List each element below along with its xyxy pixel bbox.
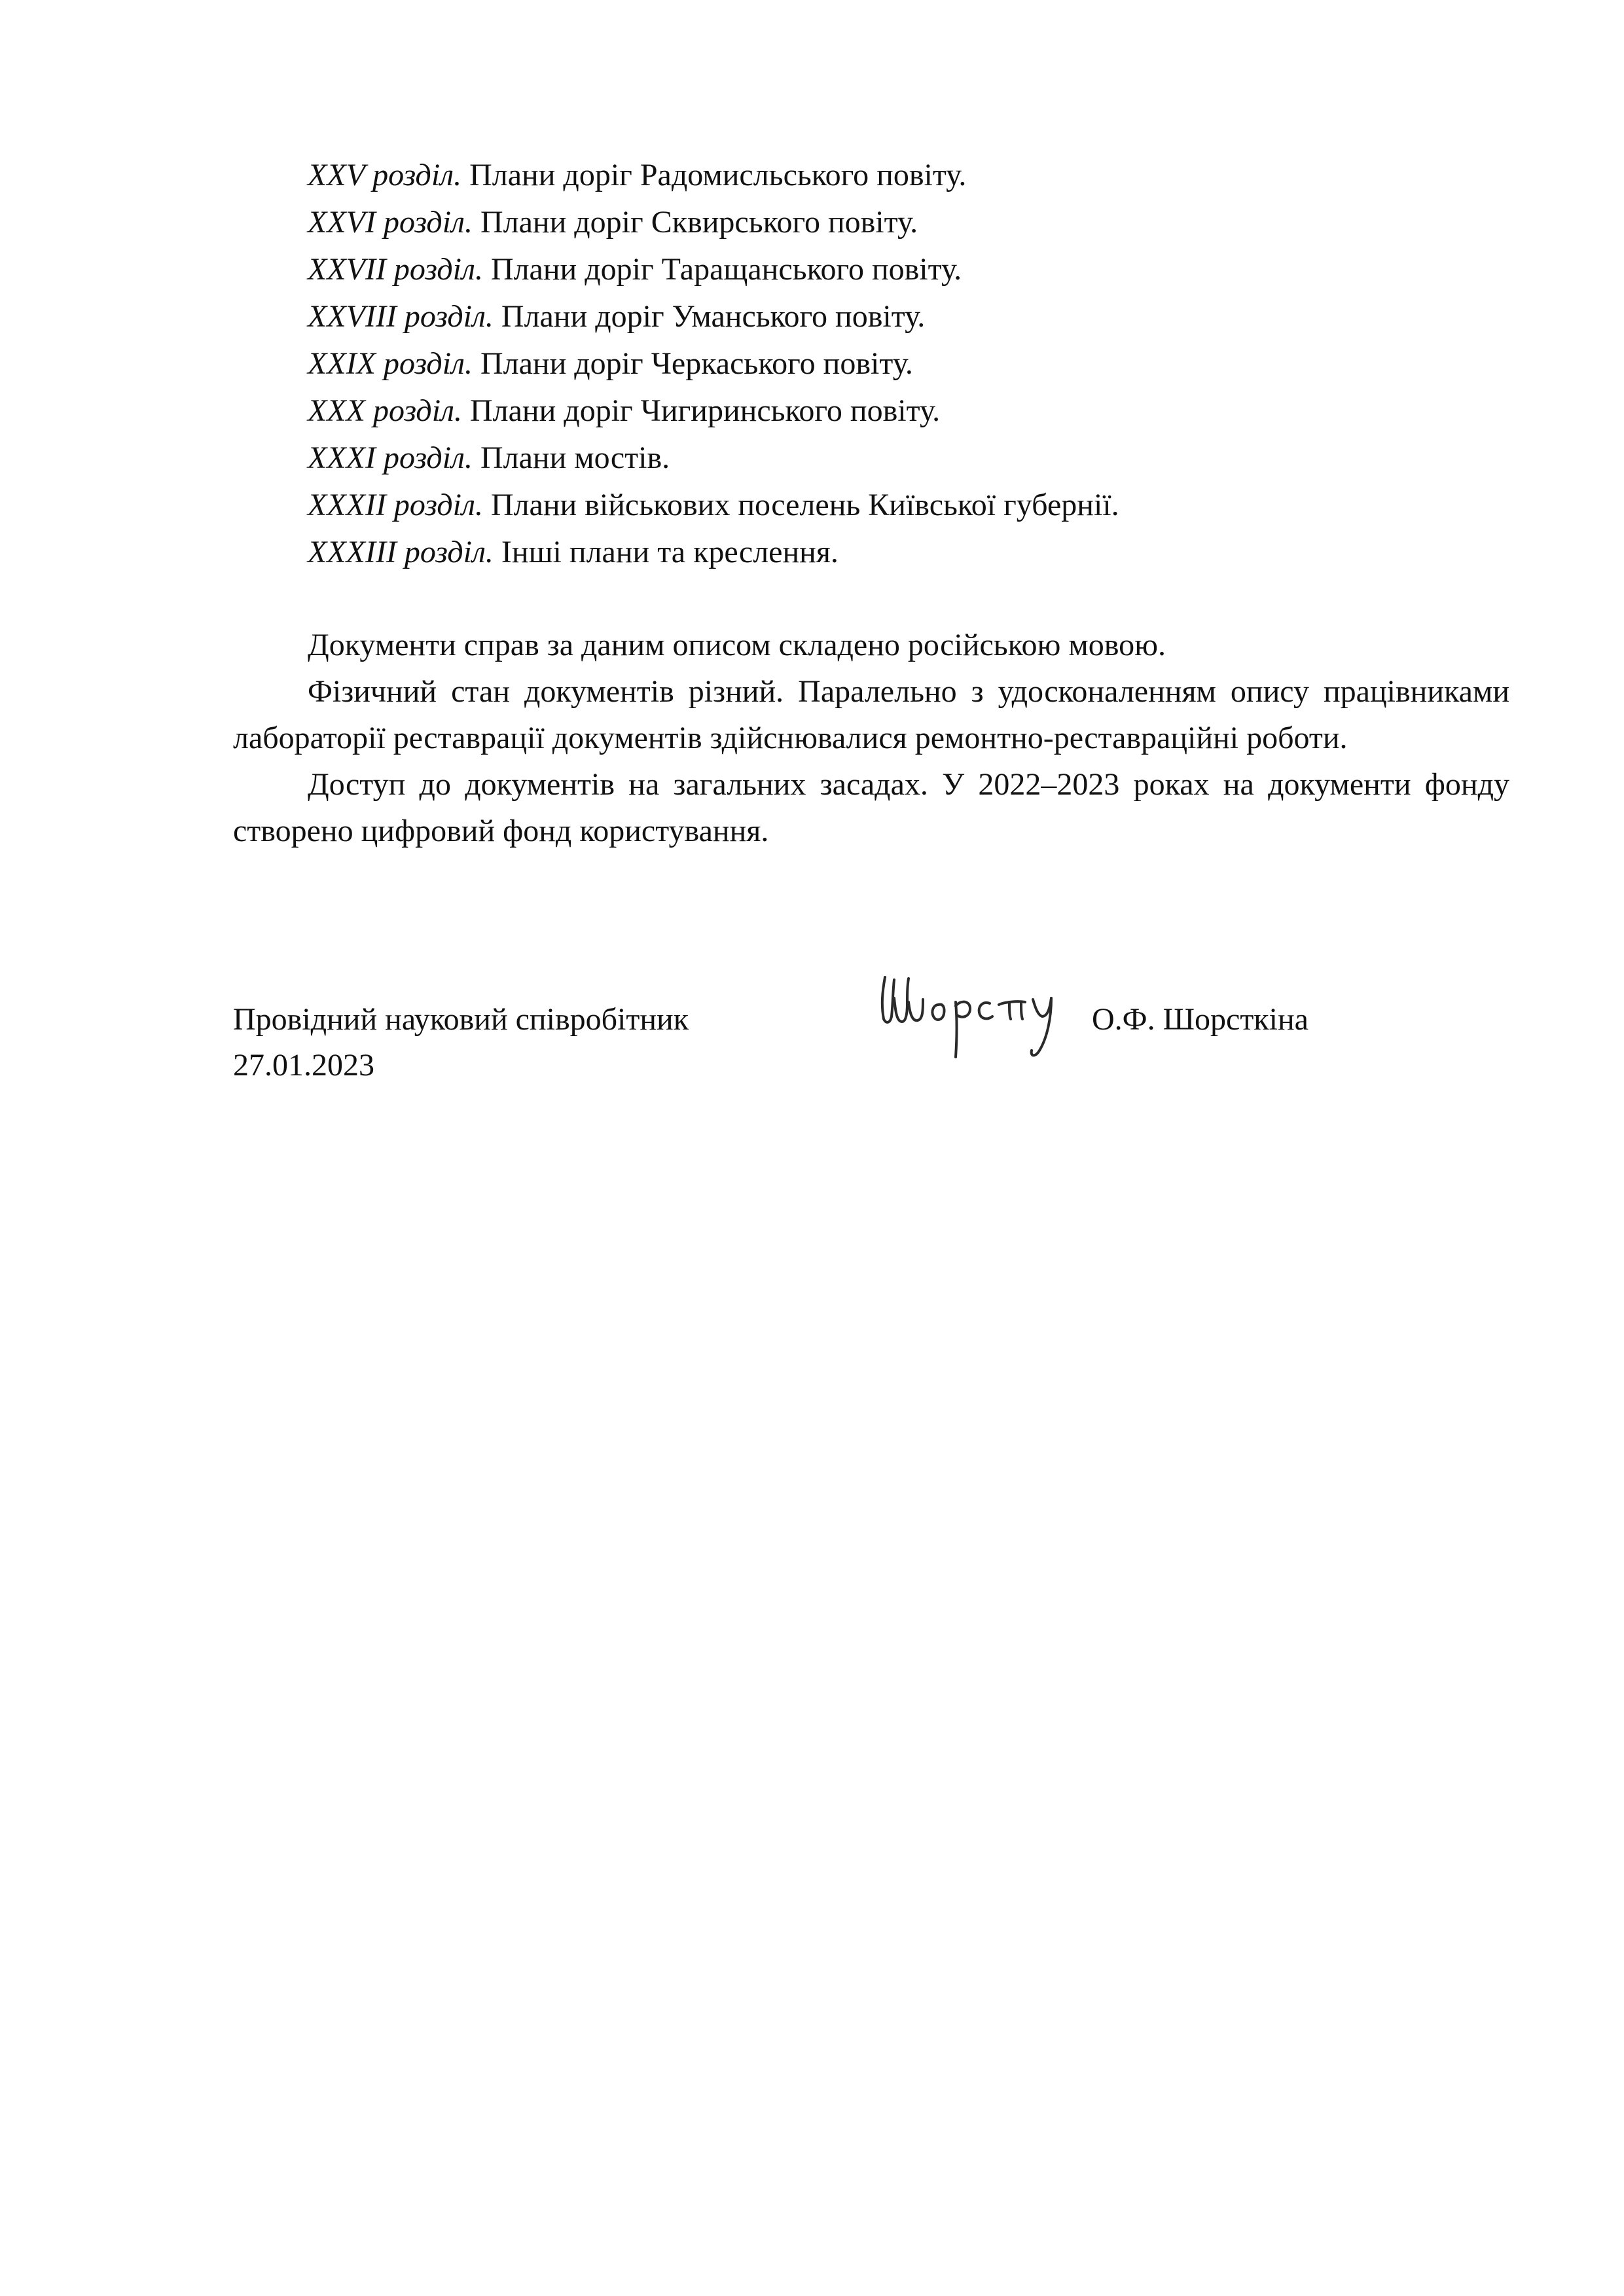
section-item — [308, 199, 1551, 246]
section-title: Плани доріг Таращанського повіту. — [490, 252, 962, 287]
section-title: Плани доріг Черкаського повіту. — [480, 346, 913, 381]
section-title: Плани доріг Уманського повіту. — [501, 299, 926, 334]
section-item — [308, 293, 1551, 340]
paragraph-language: Документи справ за даним описом складено російською мовою. — [308, 628, 1166, 662]
section-number: XXV розділ. — [308, 158, 462, 192]
section-number: XXIX розділ. — [308, 346, 473, 381]
section-item — [308, 152, 1551, 199]
section-title: Плани мостів. — [480, 440, 670, 475]
section-number: XXXII розділ. — [308, 488, 483, 522]
section-item — [308, 246, 1551, 293]
section-list — [308, 152, 1551, 576]
paragraph-condition: Фізичний стан документів різний. Паралельно з удосконаленням опису працівниками лабораторії реставрації документів здійснювалися ремонтно-реставраційні роботи. — [233, 674, 1509, 755]
section-title: Плани військових поселень Київської губернії. — [490, 488, 1119, 522]
section-item — [308, 340, 1551, 387]
section-number: XXX розділ. — [308, 393, 462, 428]
section-title: Плани доріг Чигиринського повіту. — [469, 393, 941, 428]
body-text — [233, 622, 1509, 854]
section-item — [308, 387, 1551, 435]
signature-date: 27.01.2023 — [233, 1048, 374, 1083]
section-number: XXVII розділ. — [308, 252, 483, 287]
signatory-position: Провідний науковий співробітник — [233, 1002, 689, 1037]
signatory-name: О.Ф. Шорсткіна — [1092, 1002, 1308, 1037]
paragraph-access: Доступ до документів на загальних засадах. У 2022–2023 роках на документи фонду створено цифровий фонд користування. — [233, 767, 1509, 848]
section-number: XXVI розділ. — [308, 205, 473, 240]
handwritten-signature — [871, 959, 1067, 1077]
section-number: XXXIII розділ. — [308, 535, 494, 569]
section-item — [308, 529, 1551, 576]
section-title: Плани доріг Радомисльського повіту. — [469, 158, 967, 192]
section-number: XXXI розділ. — [308, 440, 473, 475]
section-number: XXVIII розділ. — [308, 299, 494, 334]
section-item — [308, 435, 1551, 482]
section-title: Інші плани та креслення. — [501, 535, 839, 569]
section-item — [308, 482, 1551, 529]
section-title: Плани доріг Сквирського повіту. — [480, 205, 918, 240]
